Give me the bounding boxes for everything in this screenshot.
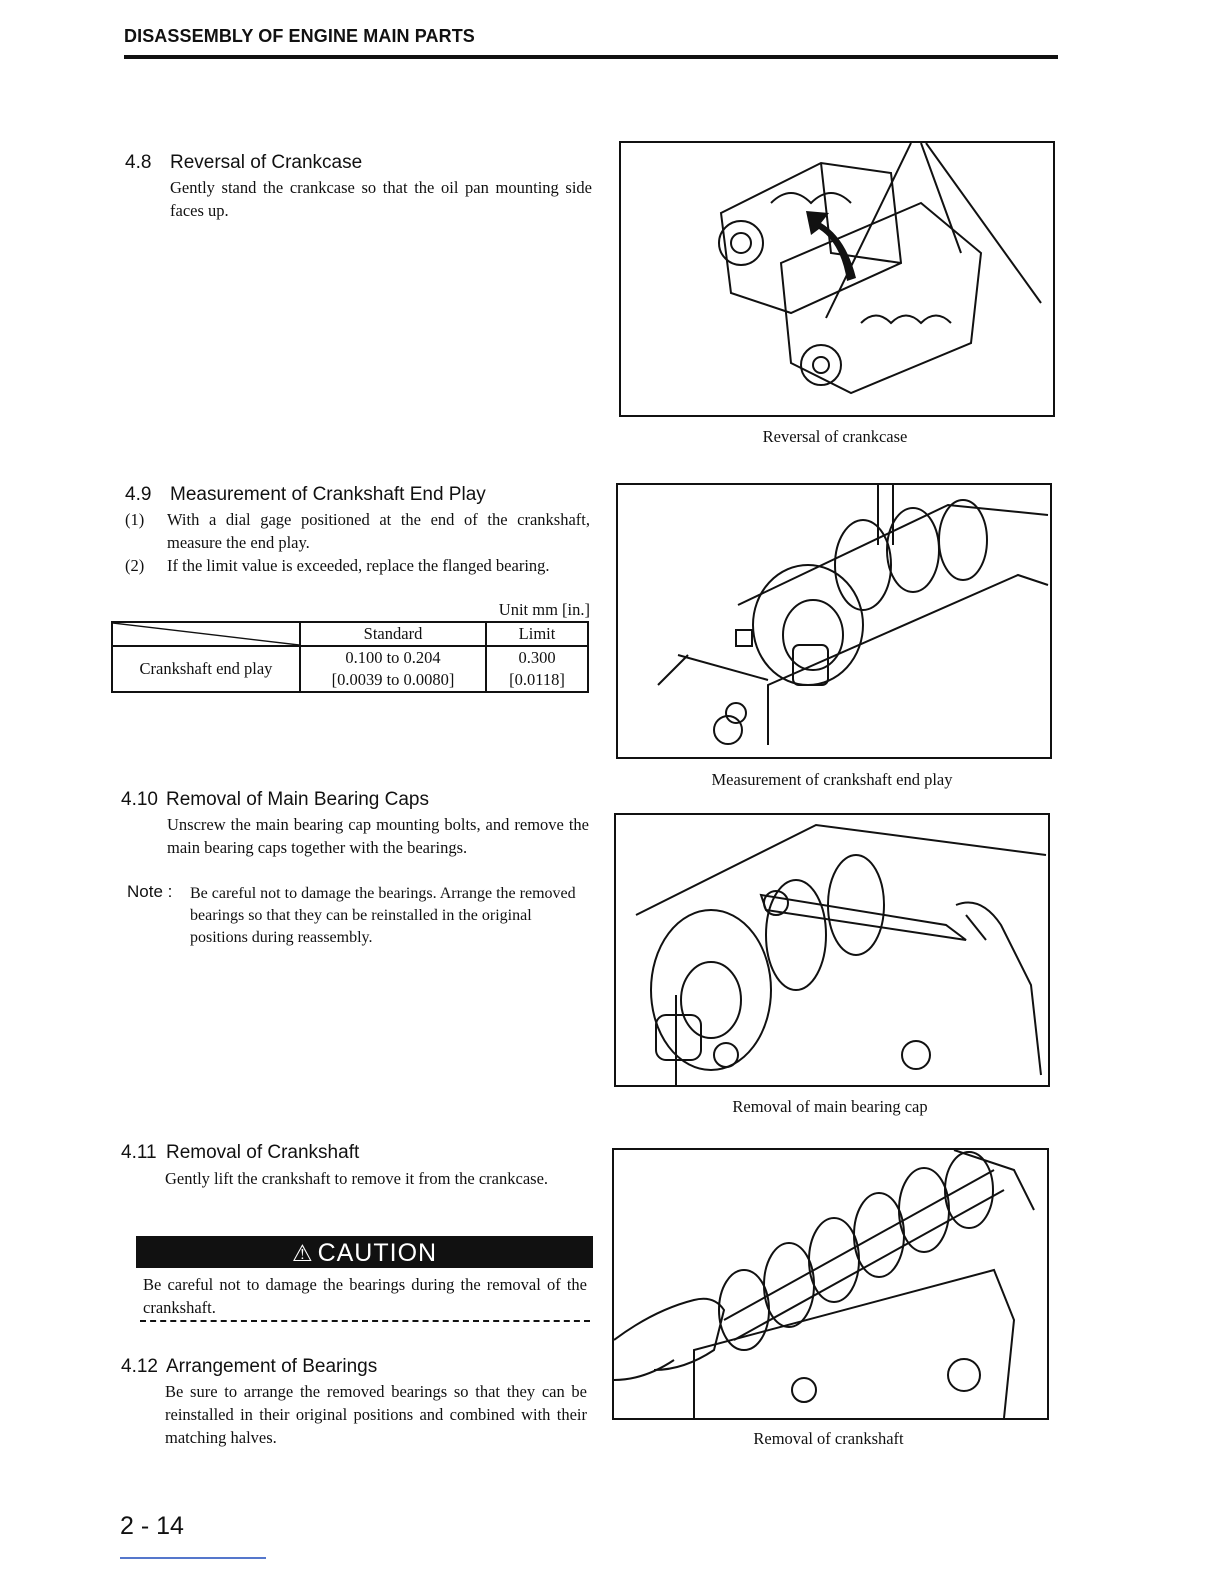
step-text: If the limit value is exceeded, replace the flanged bearing. <box>167 556 550 575</box>
section-number: 4.11 <box>121 1142 157 1163</box>
crankcase-illustration <box>621 143 1053 415</box>
limit-value-cell <box>486 646 588 692</box>
page-number: 2 - 14 <box>120 1512 184 1540</box>
note-separator: : <box>167 882 173 901</box>
note-text: Be careful not to damage the bearings. Arrange the removed bearings so that they can be reinstalled in the original positions during reassembly. <box>190 885 576 946</box>
section-title-text: Removal of Crankshaft <box>166 1142 360 1163</box>
section-title-text: Reversal of Crankcase <box>170 152 363 173</box>
section-number: 4.12 <box>121 1356 158 1377</box>
figure-caption: Removal of main bearing cap <box>732 1097 928 1116</box>
section-4-10-title <box>121 789 429 811</box>
section-number: 4.9 <box>125 484 152 505</box>
figure-main-bearing-cap-removal <box>614 813 1050 1087</box>
section-4-11-title <box>121 1142 359 1164</box>
section-4-12-body: Be sure to arrange the removed bearings so that they can be reinstalled in their original positions and combined with their matching halves. <box>165 1382 587 1447</box>
caution-banner <box>136 1236 593 1268</box>
caution-text: Be careful not to damage the bearings during the removal of the crankshaft. <box>143 1275 587 1317</box>
figure-crankshaft-removal <box>612 1148 1049 1420</box>
section-title-text: Measurement of Crankshaft End Play <box>170 484 486 505</box>
section-number: 4.10 <box>121 789 158 810</box>
section-4-12-title <box>121 1356 377 1378</box>
step-text: With a dial gage positioned at the end of the crankshaft, measure the end play. <box>167 510 590 552</box>
step-2 <box>125 554 590 577</box>
figure-end-play-measurement <box>616 483 1052 759</box>
table-corner-cell <box>112 622 300 646</box>
limit-mm: 0.300 <box>518 648 556 667</box>
section-title-text: Removal of Main Bearing Caps <box>166 789 429 810</box>
step-1 <box>125 508 590 554</box>
bearing-cap-illustration <box>616 815 1048 1085</box>
warning-triangle-icon: ⚠ <box>291 1240 314 1266</box>
unit-label: Unit mm [in.] <box>498 600 590 619</box>
standard-mm: 0.100 to 0.204 <box>345 648 441 667</box>
end-play-spec-table <box>111 621 589 693</box>
figure-caption: Reversal of crankcase <box>762 427 908 446</box>
section-title-text: Arrangement of Bearings <box>166 1356 378 1377</box>
section-4-8-body: Gently stand the crankcase so that the oil pan mounting side faces up. <box>170 178 592 220</box>
section-4-9-title <box>125 484 486 506</box>
note-word: Note <box>127 882 163 901</box>
page-header: DISASSEMBLY OF ENGINE MAIN PARTS <box>124 26 475 46</box>
header-standard: Standard <box>300 622 486 646</box>
figure-caption: Removal of crankshaft <box>753 1429 904 1448</box>
header-rule <box>124 55 1058 59</box>
caution-label-text: CAUTION <box>317 1239 438 1267</box>
standard-in: [0.0039 to 0.0080] <box>331 670 455 689</box>
footer-rule <box>120 1557 266 1559</box>
crankshaft-illustration <box>614 1150 1047 1418</box>
dial-gage-illustration <box>618 485 1050 757</box>
note-label <box>127 882 172 902</box>
standard-value-cell <box>300 646 486 692</box>
caution-label <box>136 1239 593 1268</box>
caution-bottom-rule <box>140 1320 590 1322</box>
section-4-8-title <box>125 152 362 174</box>
section-4-11-body: Gently lift the crankshaft to remove it from the crankcase. <box>165 1169 549 1188</box>
figure-reversal-of-crankcase <box>619 141 1055 417</box>
step-marker: (1) <box>125 510 145 529</box>
step-marker: (2) <box>125 556 145 575</box>
corner-diagonal <box>113 623 299 645</box>
figure-caption: Measurement of crankshaft end play <box>711 770 953 789</box>
section-4-10-body: Unscrew the main bearing cap mounting bolts, and remove the main bearing caps together with the bearings. <box>167 815 589 857</box>
header-limit: Limit <box>486 622 588 646</box>
row-label: Crankshaft end play <box>112 646 300 692</box>
limit-in: [0.0118] <box>509 670 565 689</box>
section-number: 4.8 <box>125 152 152 173</box>
